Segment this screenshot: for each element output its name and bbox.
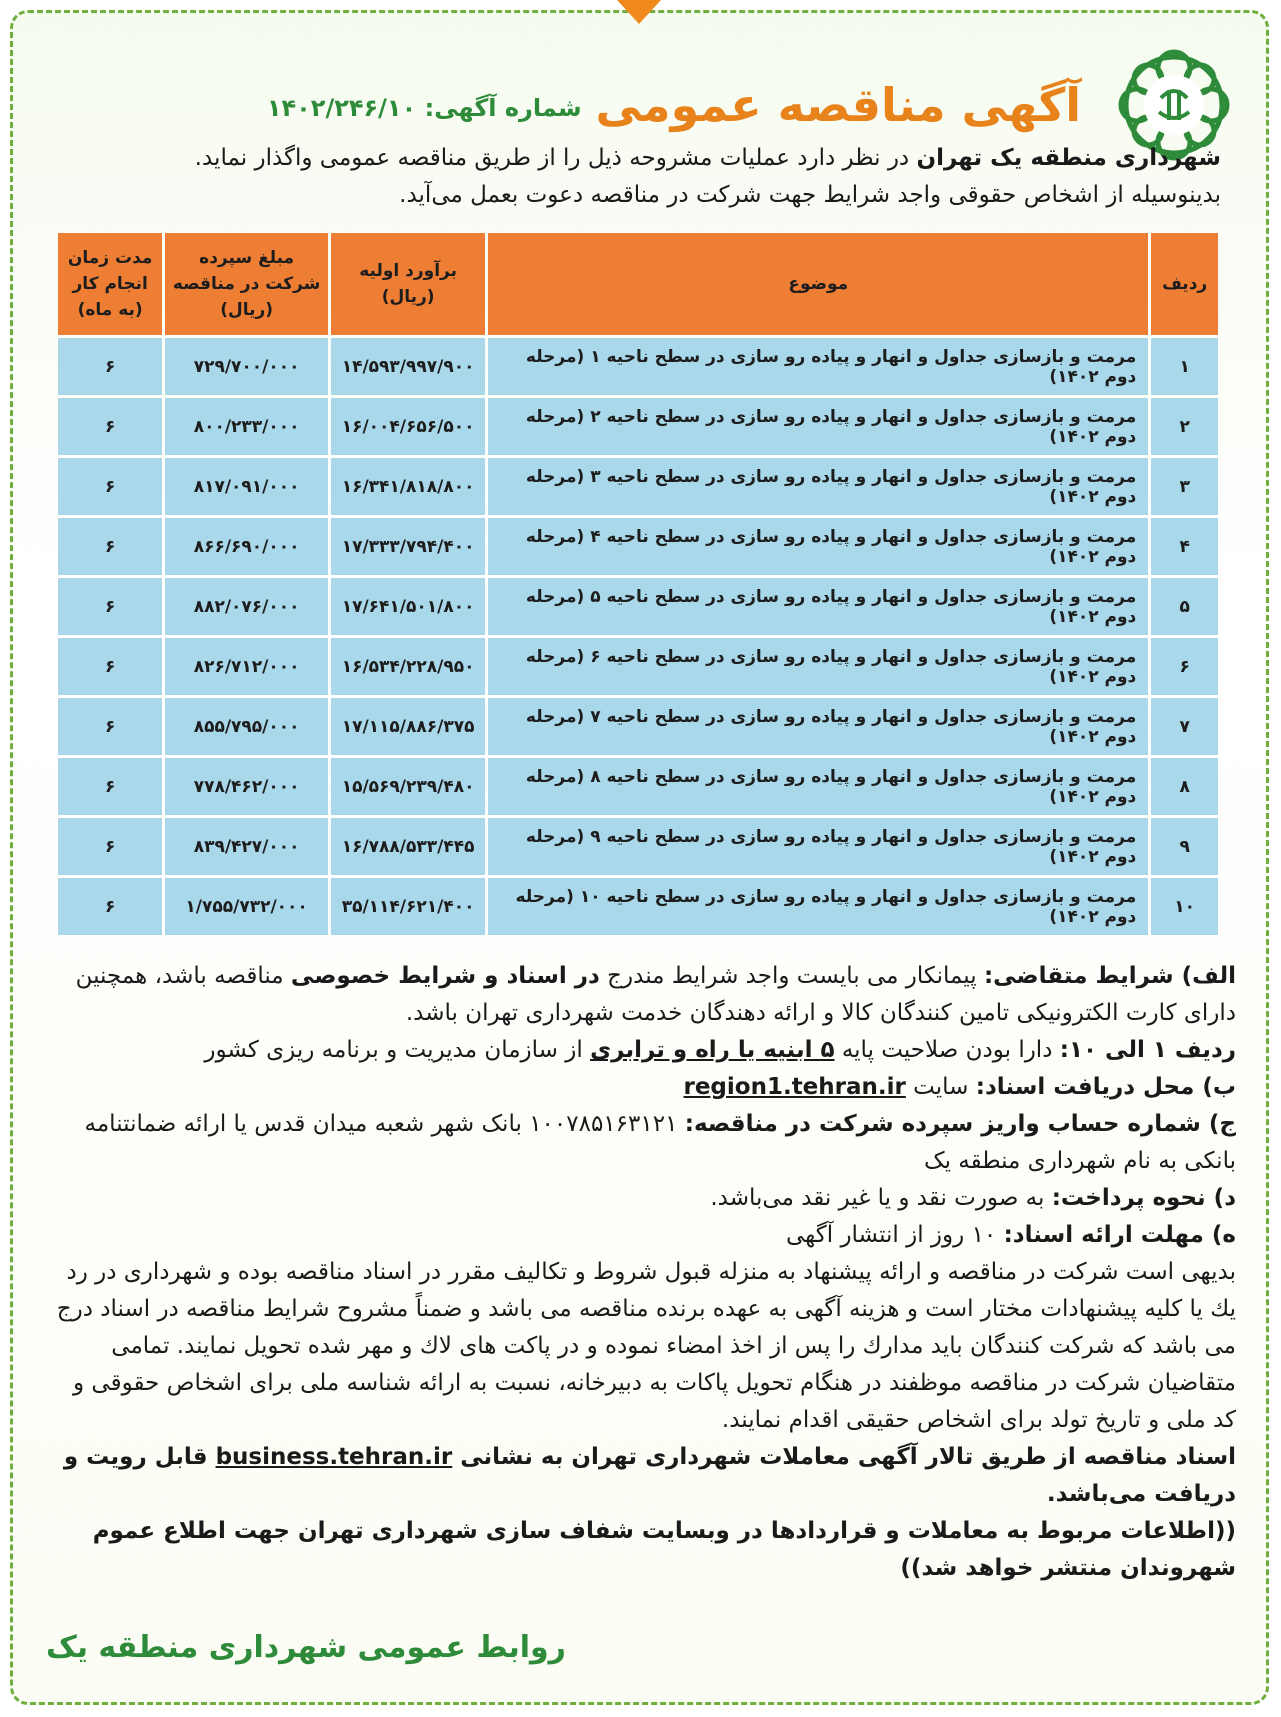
- intro-text: شهرداری منطقه یک تهران در نظر دارد عملیات مشروحه ذیل را از طریق مناقصه عمومی واگذار نماید. بدینوسیله از اشخاص حقوقی واجد شرایط جهت شرکت در مناقصه دعوت بعمل می‌آید.: [194, 145, 1221, 208]
- condition-d: د) نحوه پرداخت: به صورت نقد و یا غیر نقد می‌باشد.: [710, 1185, 1236, 1211]
- header-row-number: ردیف: [1151, 233, 1218, 335]
- table-row: ۶ مرمت و بازسازی جداول و انهار و پیاده رو سازی در سطح ناحیه ۶ (مرحله دوم ۱۴۰۲) ۱۶/۵۳۴/۲۲۸/۹۵۰ ۸۲۶/۷۱۲/۰۰۰ ۶: [58, 638, 1218, 695]
- tender-table: [55, 230, 1221, 938]
- condition-b: ب) محل دریافت اسناد: سایت region1.tehran.ir: [683, 1074, 1236, 1100]
- conditions-text: [46, 958, 1236, 1587]
- transparency-note: ((اطلاعات مربوط به معاملات و قراردادها در وبسایت شفاف سازی شهرداری تهران جهت اطلاع عموم شهروندان منتشر خواهد شد)): [92, 1518, 1236, 1581]
- ad-title: آگهی مناقصه عمومی: [595, 78, 1081, 132]
- table-header-row: [58, 233, 1218, 335]
- table-row: ۷ مرمت و بازسازی جداول و انهار و پیاده رو سازی در سطح ناحیه ۷ (مرحله دوم ۱۴۰۲) ۱۷/۱۱۵/۸۸۶/۳۷۵ ۸۵۵/۷۹۵/۰۰۰ ۶: [58, 698, 1218, 755]
- public-relations-signature: روابط عمومی شهرداری منطقه یک: [46, 1630, 566, 1665]
- table-row: ۹ مرمت و بازسازی جداول و انهار و پیاده رو سازی در سطح ناحیه ۹ (مرحله دوم ۱۴۰۲) ۱۶/۷۸۸/۵۳۳/۴۴۵ ۸۳۹/۴۲۷/۰۰۰ ۶: [58, 818, 1218, 875]
- table-row: ۱ مرمت و بازسازی جداول و انهار و پیاده رو سازی در سطح ناحیه ۱ (مرحله دوم ۱۴۰۲) ۱۴/۵۹۳/۹۹۷/۹۰۰ ۷۲۹/۷۰۰/۰۰۰ ۶: [58, 338, 1218, 395]
- table-row: ۱۰ مرمت و بازسازی جداول و انهار و پیاده رو سازی در سطح ناحیه ۱۰ (مرحله دوم ۱۴۰۲) ۳۵/۱۱۴/۶۲۱/۴۰۰ ۱/۷۵۵/۷۳۲/۰۰۰ ۶: [58, 878, 1218, 935]
- municipality-name: شهرداری منطقه یک تهران: [916, 145, 1221, 171]
- header-subject: موضوع: [488, 233, 1148, 335]
- region1-site-link[interactable]: region1.tehran.ir: [683, 1074, 906, 1100]
- header-duration: مدت زمان انجام کار (به ماه): [58, 233, 162, 335]
- condition-e: ه) مهلت ارائه اسناد: ۱۰ روز از انتشار آگهی: [786, 1222, 1236, 1248]
- table-row: ۸ مرمت و بازسازی جداول و انهار و پیاده رو سازی در سطح ناحیه ۸ (مرحله دوم ۱۴۰۲) ۱۵/۵۶۹/۲۳۹/۴۸۰ ۷۷۸/۴۶۲/۰۰۰ ۶: [58, 758, 1218, 815]
- table-row: ۳ مرمت و بازسازی جداول و انهار و پیاده رو سازی در سطح ناحیه ۳ (مرحله دوم ۱۴۰۲) ۱۶/۳۴۱/۸۱۸/۸۰۰ ۸۱۷/۰۹۱/۰۰۰ ۶: [58, 458, 1218, 515]
- header-estimate: برآورد اولیه (ریال): [331, 233, 485, 335]
- title-row: [201, 58, 1081, 132]
- condition-a: الف) شرایط متقاضی: پیمانکار می بایست واجد شرایط مندرج در اسناد و شرایط خصوصی مناقصه باشد، همچنین دارای کارت الکترونیکی تامین کنندگان کالا و ارائه دهندگان خدمت شهرداری تهران باشد.: [75, 963, 1236, 1026]
- condition-c: ج) شماره حساب واریز سپرده شرکت در مناقصه: ۱۰۰۷۸۵۱۶۳۱۲۱ بانک شهر شعبه میدان قدس یا ارائه ضمانتنامه بانکی به نام شهرداری منطقه یک: [84, 1111, 1236, 1174]
- documents-note: اسناد مناقصه از طریق تالار آگهی معاملات شهرداری تهران به نشانی business.tehran.ir قابل رویت و دریافت می‌باشد.: [63, 1444, 1236, 1507]
- header-deposit: مبلغ سپرده شرکت در مناقصه (ریال): [165, 233, 328, 335]
- business-site-link[interactable]: business.tehran.ir: [215, 1444, 453, 1470]
- table-row: ۲ مرمت و بازسازی جداول و انهار و پیاده رو سازی در سطح ناحیه ۲ (مرحله دوم ۱۴۰۲) ۱۶/۰۰۴/۶۵۶/۵۰۰ ۸۰۰/۲۳۳/۰۰۰ ۶: [58, 398, 1218, 455]
- ad-number: شماره آگهی: ۱۴۰۲/۲۴۶/۱۰: [266, 94, 582, 122]
- table-row: ۴ مرمت و بازسازی جداول و انهار و پیاده رو سازی در سطح ناحیه ۴ (مرحله دوم ۱۴۰۲) ۱۷/۳۳۳/۷۹۴/۴۰۰ ۸۶۶/۶۹۰/۰۰۰ ۶: [58, 518, 1218, 575]
- top-arrow-decoration: [617, 0, 661, 24]
- general-terms: بدیهی است شرکت در مناقصه و ارائه پیشنهاد به منزله قبول شروط و تکالیف مقرر در اسناد مناقصه بوده و شهرداری در رد یك یا کلیه پیشنهادات مختار است و هزینه آگهی به عهده برنده مناقصه می باشد و ضمناً مشروح شرایط مناقصه در اسناد درج می باشد که شرکت کنندگان باید مدارك را پس از اخذ امضاء نموده و در پاکت های لاك و مهر شده تحویل نمایند. تمامی متقاضیان شرکت در مناقصه موظفند در هنگام تحویل پاکات به دبیرخانه، نسبت به ارائه شناسه ملی برای اشخاص حقوقی و کد ملی و تاریخ تولد برای اشخاص حقیقی اقدام نمایند.: [56, 1259, 1236, 1433]
- condition-rows: ردیف ۱ الی ۱۰: دارا بودن صلاحیت پایه ۵ ابنیه یا راه و ترابری از سازمان مدیریت و برنامه ریزی کشور: [204, 1037, 1236, 1063]
- table-row: ۵ مرمت و بازسازی جداول و انهار و پیاده رو سازی در سطح ناحیه ۵ (مرحله دوم ۱۴۰۲) ۱۷/۶۴۱/۵۰۱/۸۰۰ ۸۸۲/۰۷۶/۰۰۰ ۶: [58, 578, 1218, 635]
